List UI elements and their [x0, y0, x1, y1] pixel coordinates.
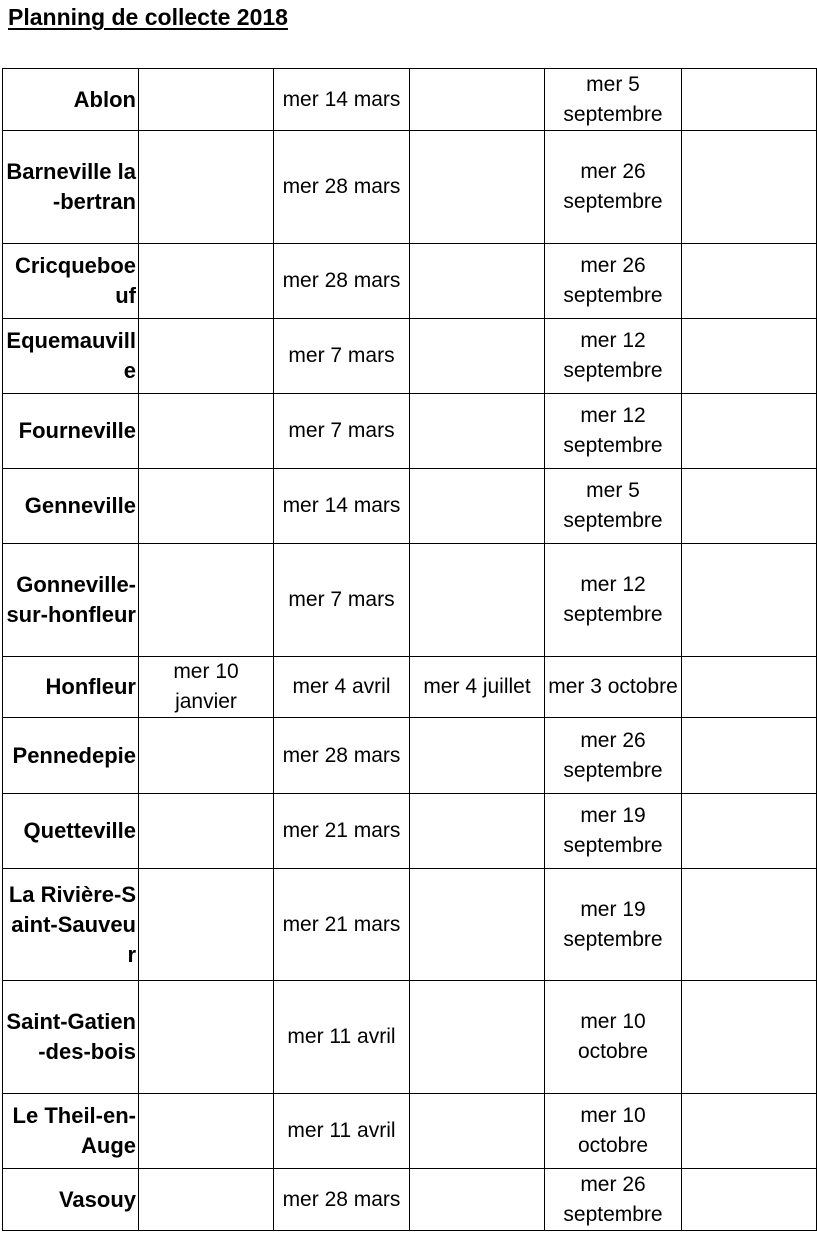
- collection-schedule-table: [2, 68, 817, 1231]
- collection-date-cell: mer 14 mars: [274, 69, 410, 131]
- table-row: [3, 69, 817, 131]
- table-row: [3, 981, 817, 1094]
- table-row: [3, 394, 817, 469]
- collection-date-cell: [682, 131, 817, 244]
- collection-date-cell: mer 26 septembre: [545, 244, 682, 319]
- collection-date-cell: mer 26 septembre: [545, 718, 682, 794]
- commune-name: Cricqueboeuf: [3, 244, 139, 319]
- collection-date-cell: mer 28 mars: [274, 718, 410, 794]
- table-row: [3, 869, 817, 981]
- collection-date-cell: mer 28 mars: [274, 131, 410, 244]
- collection-date-cell: [139, 869, 274, 981]
- collection-date-cell: [682, 794, 817, 869]
- collection-date-cell: [410, 319, 545, 394]
- collection-date-cell: [410, 1169, 545, 1231]
- collection-date-cell: [682, 394, 817, 469]
- collection-date-cell: [139, 794, 274, 869]
- commune-name: Honfleur: [3, 657, 139, 718]
- collection-date-cell: mer 21 mars: [274, 794, 410, 869]
- collection-date-cell: [139, 544, 274, 657]
- collection-date-cell: [410, 794, 545, 869]
- commune-name: Fourneville: [3, 394, 139, 469]
- table-row: [3, 244, 817, 319]
- table-row: [3, 469, 817, 544]
- commune-name: Vasouy: [3, 1169, 139, 1231]
- collection-date-cell: mer 5 septembre: [545, 469, 682, 544]
- commune-name: Pennedepie: [3, 718, 139, 794]
- collection-date-cell: [682, 544, 817, 657]
- collection-date-cell: [682, 469, 817, 544]
- table-row: [3, 544, 817, 657]
- collection-date-cell: [139, 244, 274, 319]
- commune-name: Le Theil-en-Auge: [3, 1094, 139, 1169]
- collection-date-cell: [682, 869, 817, 981]
- collection-date-cell: mer 11 avril: [274, 1094, 410, 1169]
- collection-date-cell: mer 10 octobre: [545, 981, 682, 1094]
- collection-date-cell: [139, 69, 274, 131]
- collection-date-cell: [682, 657, 817, 718]
- collection-date-cell: [410, 244, 545, 319]
- collection-date-cell: mer 11 avril: [274, 981, 410, 1094]
- collection-date-cell: mer 7 mars: [274, 319, 410, 394]
- collection-date-cell: mer 12 septembre: [545, 394, 682, 469]
- collection-date-cell: mer 28 mars: [274, 244, 410, 319]
- commune-name: Barneville la-bertran: [3, 131, 139, 244]
- collection-date-cell: mer 7 mars: [274, 544, 410, 657]
- collection-date-cell: [410, 718, 545, 794]
- collection-date-cell: mer 10 octobre: [545, 1094, 682, 1169]
- collection-date-cell: [410, 69, 545, 131]
- collection-date-cell: [139, 718, 274, 794]
- collection-date-cell: [410, 869, 545, 981]
- table-row: [3, 319, 817, 394]
- commune-name: La Rivière-Saint-Sauveur: [3, 869, 139, 981]
- commune-name: Ablon: [3, 69, 139, 131]
- collection-date-cell: [682, 244, 817, 319]
- collection-date-cell: [410, 394, 545, 469]
- collection-date-cell: [410, 544, 545, 657]
- table-row: [3, 1169, 817, 1231]
- collection-date-cell: mer 7 mars: [274, 394, 410, 469]
- collection-date-cell: [682, 69, 817, 131]
- commune-name: Saint-Gatien-des-bois: [3, 981, 139, 1094]
- collection-date-cell: [139, 1094, 274, 1169]
- table-row: [3, 131, 817, 244]
- table-row: [3, 657, 817, 718]
- page-title: Planning de collecte 2018: [8, 4, 288, 30]
- collection-date-cell: mer 4 avril: [274, 657, 410, 718]
- collection-date-cell: [410, 1094, 545, 1169]
- collection-date-cell: [139, 394, 274, 469]
- collection-date-cell: [682, 981, 817, 1094]
- collection-date-cell: mer 12 septembre: [545, 319, 682, 394]
- table-row: [3, 1094, 817, 1169]
- collection-date-cell: mer 28 mars: [274, 1169, 410, 1231]
- commune-name: Gonneville-sur-honfleur: [3, 544, 139, 657]
- collection-date-cell: [139, 469, 274, 544]
- commune-name: Genneville: [3, 469, 139, 544]
- collection-date-cell: [139, 1169, 274, 1231]
- collection-date-cell: mer 14 mars: [274, 469, 410, 544]
- collection-date-cell: [682, 1169, 817, 1231]
- collection-date-cell: [139, 319, 274, 394]
- collection-date-cell: [139, 981, 274, 1094]
- collection-date-cell: mer 5 septembre: [545, 69, 682, 131]
- table-row: [3, 718, 817, 794]
- commune-name: Equemauville: [3, 319, 139, 394]
- collection-date-cell: mer 12 septembre: [545, 544, 682, 657]
- collection-date-cell: [410, 981, 545, 1094]
- collection-date-cell: [410, 469, 545, 544]
- collection-date-cell: mer 19 septembre: [545, 869, 682, 981]
- collection-date-cell: mer 3 octobre: [545, 657, 682, 718]
- collection-date-cell: [682, 1094, 817, 1169]
- collection-date-cell: [682, 718, 817, 794]
- collection-date-cell: [410, 131, 545, 244]
- table-row: [3, 794, 817, 869]
- collection-date-cell: mer 26 septembre: [545, 131, 682, 244]
- schedule-body: [3, 69, 817, 1231]
- collection-date-cell: mer 19 septembre: [545, 794, 682, 869]
- collection-date-cell: mer 21 mars: [274, 869, 410, 981]
- collection-date-cell: [139, 131, 274, 244]
- collection-date-cell: mer 4 juillet: [410, 657, 545, 718]
- collection-date-cell: mer 26 septembre: [545, 1169, 682, 1231]
- commune-name: Quetteville: [3, 794, 139, 869]
- collection-date-cell: [682, 319, 817, 394]
- collection-date-cell: mer 10 janvier: [139, 657, 274, 718]
